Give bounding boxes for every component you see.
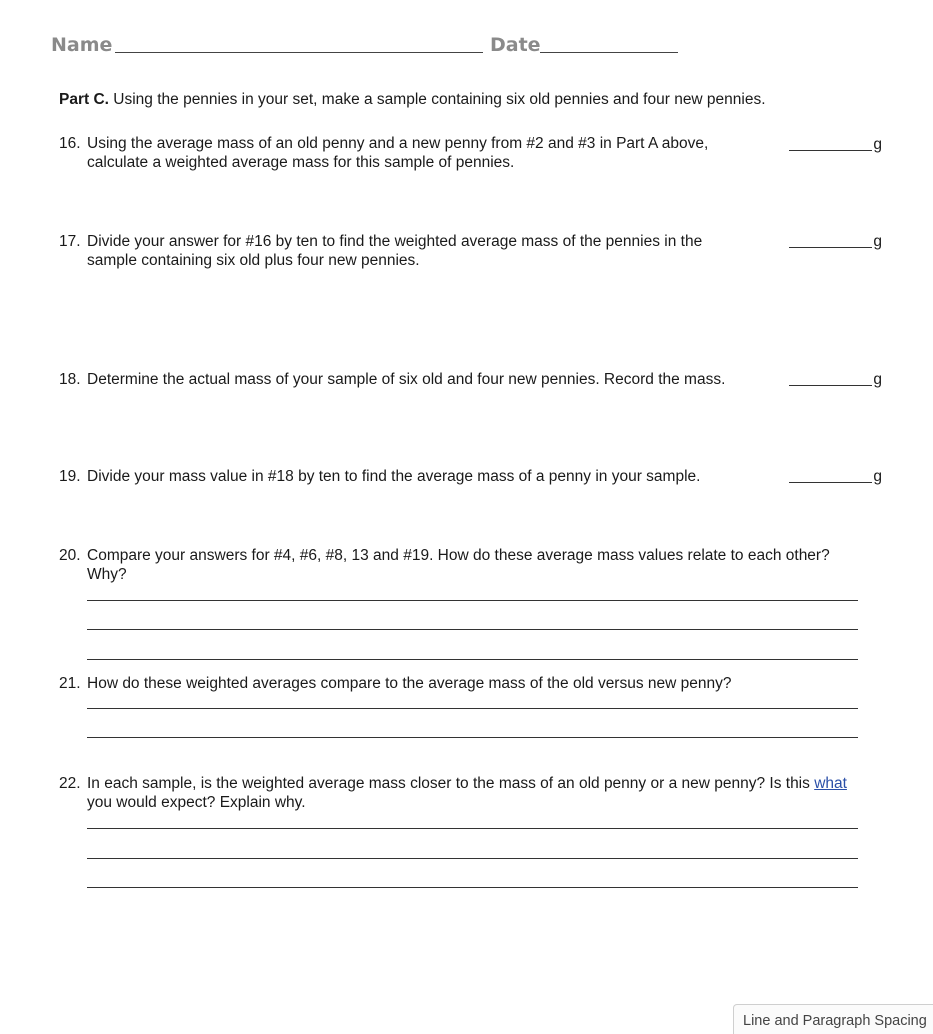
answer-22-line-2[interactable] xyxy=(87,858,858,859)
answer-20-line-1[interactable] xyxy=(87,600,858,601)
unit-label: g xyxy=(873,136,882,153)
question-number: 21. xyxy=(59,675,81,692)
date-label: Date xyxy=(490,34,541,56)
unit-label: g xyxy=(873,233,882,250)
unit-label: g xyxy=(873,371,882,388)
answer-21-line-1[interactable] xyxy=(87,708,858,709)
question-17 xyxy=(59,232,702,270)
question-number: 16. xyxy=(59,135,81,152)
question-text-line2: calculate a weighted average mass for this sample of pennies. xyxy=(87,154,515,171)
question-text-line2: you would expect? Explain why. xyxy=(87,794,306,811)
unit-label: g xyxy=(873,468,882,485)
question-18 xyxy=(59,370,725,389)
question-20 xyxy=(59,546,830,584)
part-c-label: Part C. xyxy=(59,91,109,108)
question-text-line2: Why? xyxy=(87,566,127,583)
part-c-instruction xyxy=(59,91,766,109)
question-text-line1: Divide your answer for #16 by ten to find the weighted average mass of the pennies in the xyxy=(87,233,703,250)
answer-22-line-3[interactable] xyxy=(87,887,858,888)
question-text-part: In each sample, is the weighted average mass closer to the mass of an old penny or a new penny? Is this xyxy=(87,775,815,792)
question-21 xyxy=(59,674,732,693)
question-text-line1: Divide your mass value in #18 by ten to find the average mass of a penny in your sample. xyxy=(87,468,701,485)
question-text-line1: Using the average mass of an old penny and a new penny from #2 and #3 in Part A above, xyxy=(87,135,709,152)
name-label: Name xyxy=(51,34,113,56)
question-number: 17. xyxy=(59,233,81,250)
question-text-line1 xyxy=(87,774,847,793)
question-number: 22. xyxy=(59,775,81,792)
answer-16-field[interactable] xyxy=(789,135,882,153)
answer-20-line-2[interactable] xyxy=(87,629,858,630)
answer-17-field[interactable] xyxy=(789,232,882,250)
question-text-line2: sample containing six old plus four new pennies. xyxy=(87,252,420,269)
date-field[interactable] xyxy=(540,52,678,53)
question-16 xyxy=(59,134,708,172)
answer-19-field[interactable] xyxy=(789,467,882,485)
question-number: 18. xyxy=(59,371,81,388)
question-22 xyxy=(59,774,847,812)
answer-21-line-2[interactable] xyxy=(87,737,858,738)
question-text-line1: Compare your answers for #4, #6, #8, 13 and #19. How do these average mass values relate to each other? xyxy=(87,547,830,564)
part-c-text: Using the pennies in your set, make a sample containing six old pennies and four new pennies. xyxy=(113,91,766,108)
line-paragraph-spacing-tab[interactable]: Line and Paragraph Spacing xyxy=(733,1004,933,1034)
spelling-link[interactable]: what xyxy=(814,775,847,792)
question-number: 20. xyxy=(59,547,81,564)
question-number: 19. xyxy=(59,468,81,485)
answer-18-field[interactable] xyxy=(789,370,882,388)
name-field[interactable] xyxy=(115,52,483,53)
question-text-line1: Determine the actual mass of your sample of six old and four new pennies. Record the mass. xyxy=(87,371,726,388)
question-19 xyxy=(59,467,700,486)
question-text-line1: How do these weighted averages compare to the average mass of the old versus new penny? xyxy=(87,675,732,692)
answer-22-line-1[interactable] xyxy=(87,828,858,829)
answer-20-line-3[interactable] xyxy=(87,659,858,660)
